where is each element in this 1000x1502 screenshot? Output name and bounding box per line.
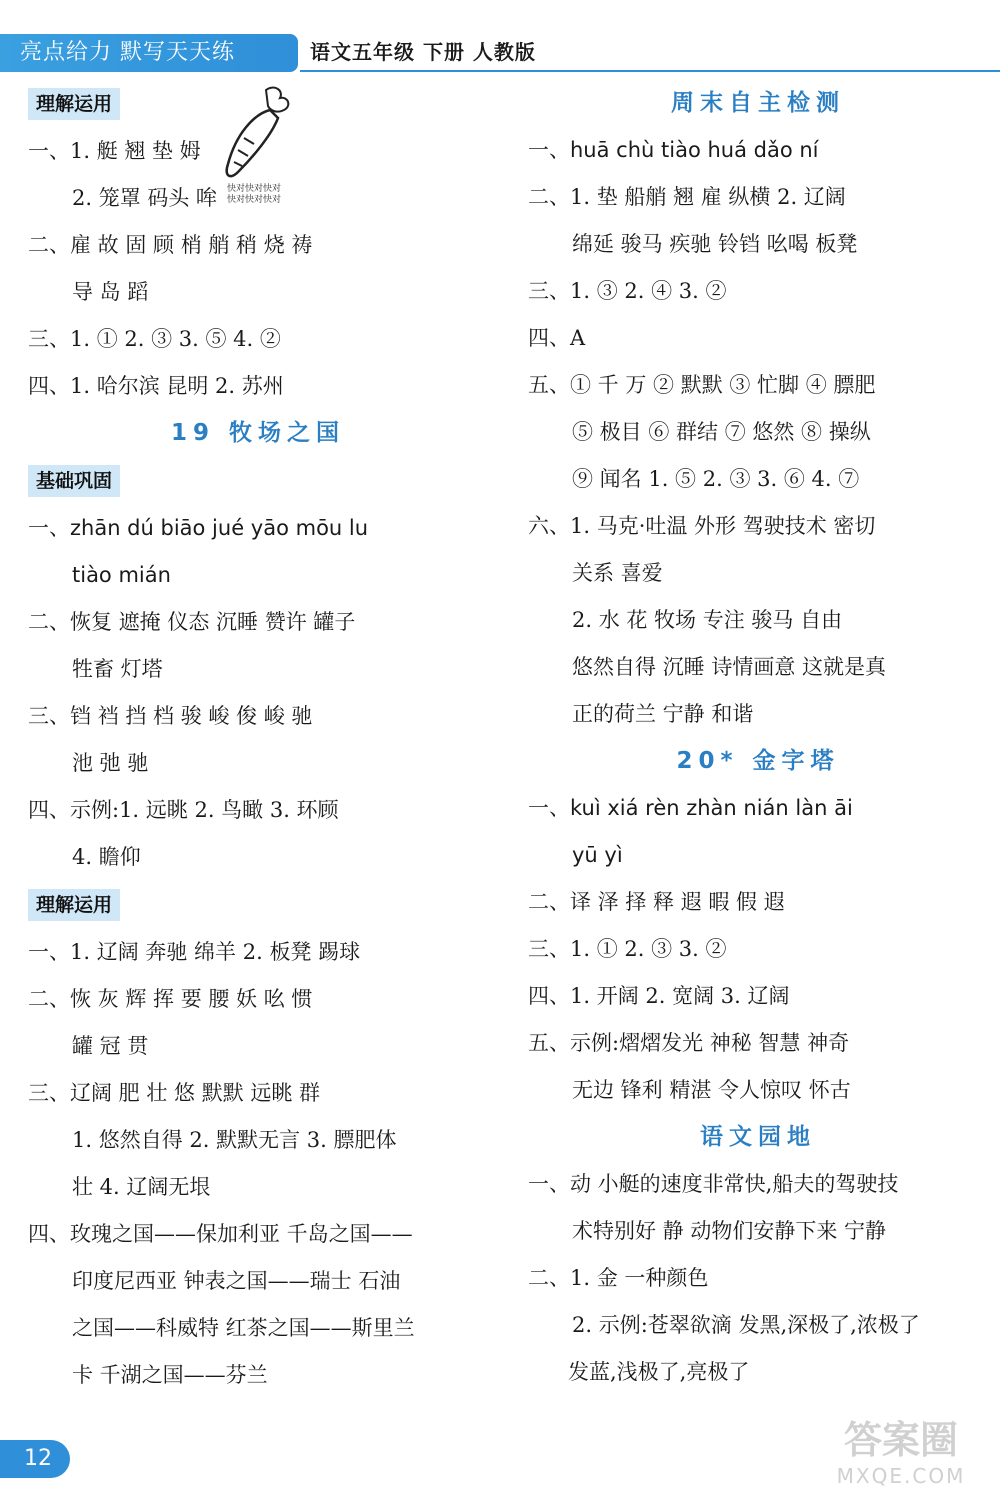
answer-line: 壮 4. 辽阔无垠 [72, 1175, 211, 1199]
answer-line: 二、1. 金 一种颜色 [528, 1266, 709, 1290]
left-column [28, 80, 488, 1399]
answer-line: 罐 冠 贯 [72, 1034, 149, 1058]
section-label-row [28, 881, 488, 929]
answer-line: 二、雇 故 固 顾 梢 艄 稍 烧 祷 [28, 233, 313, 257]
answer-line: 关系 喜爱 [572, 561, 663, 585]
book-subtitle: 语文五年级 下册 人教版 [310, 40, 536, 64]
header-rule [300, 70, 1000, 72]
answer-line: 之国——科威特 红茶之国——斯里兰 [72, 1316, 415, 1340]
answer-line: 一、kuì xiá rèn zhàn nián làn āi [528, 796, 853, 820]
answer-line: 无边 锋利 精湛 令人惊叹 怀古 [572, 1078, 851, 1102]
lesson-title: 周末自主检测 [671, 90, 845, 116]
answer-line: 二、1. 垫 船艄 翘 雇 纵横 2. 辽阔 [528, 185, 846, 209]
answer-line: ⑤ 极目 ⑥ 群结 ⑦ 悠然 ⑧ 操纵 [572, 420, 871, 444]
answer-line: 三、铛 裆 挡 档 骏 峻 俊 峻 驰 [28, 704, 313, 728]
lesson-title: 语文园地 [700, 1124, 816, 1150]
answer-line: 一、huā chù tiào huá dǎo ní [528, 138, 819, 162]
answer-line: 三、1. ① 2. ③ 3. ② [528, 937, 727, 961]
answer-line: 五、示例:熠熠发光 神秘 智慧 神奇 [528, 1031, 850, 1055]
answer-line: 三、辽阔 肥 壮 悠 默默 远眺 群 [28, 1081, 321, 1105]
answer-line: 四、1. 开阔 2. 宽阔 3. 辽阔 [528, 984, 790, 1008]
lesson-title: 19 牧场之国 [170, 420, 345, 446]
answer-line: 四、1. 哈尔滨 昆明 2. 苏州 [28, 374, 284, 398]
carrot-sticker [214, 84, 294, 214]
answer-line: 卡 千湖之国——芬兰 [72, 1363, 268, 1387]
answer-line: 正的荷兰 宁静 和谐 [572, 702, 754, 726]
answer-line: 1. 悠然自得 2. 默默无言 3. 膘肥体 [72, 1128, 397, 1152]
lesson-title: 20* 金字塔 [676, 748, 840, 774]
answer-line: 一、zhān dú biāo jué yāo mōu lu [28, 516, 369, 540]
answer-line: 术特别好 静 动物们安静下来 宁静 [572, 1219, 887, 1243]
answer-line: 四、示例:1. 远眺 2. 鸟瞰 3. 环顾 [28, 798, 339, 822]
answer-line: 四、玫瑰之国——保加利亚 千岛之国—— [28, 1222, 413, 1246]
answer-line: 一、1. 辽阔 奔驰 绵羊 2. 板凳 踢球 [28, 940, 361, 964]
watermark-text: 答案圈 [843, 1418, 958, 1462]
answer-line: 六、1. 马克·吐温 外形 驾驶技术 密切 [528, 514, 876, 538]
page-number: 12 [0, 1440, 70, 1478]
sticker-text: 快对快对快对 [226, 195, 281, 205]
answer-line: 一、动 小艇的速度非常快,船夫的驾驶技 [528, 1172, 899, 1196]
answer-line: tiào mián [72, 563, 171, 587]
answer-line: 绵延 骏马 疾驰 铃铛 吆喝 板凳 [572, 232, 858, 256]
answer-line: 二、恢复 遮掩 仪态 沉睡 赞许 罐子 [28, 610, 356, 634]
watermark-url: MXQE.COM [836, 1464, 966, 1488]
answer-line: ⑨ 闻名 1. ⑤ 2. ③ 3. ⑥ 4. ⑦ [572, 467, 860, 491]
answer-line: 2. 示例:苍翠欲滴 发黑,深极了,浓极了 [572, 1313, 920, 1337]
answer-line: 五、① 千 万 ② 默默 ③ 忙脚 ④ 膘肥 [528, 373, 876, 397]
answer-line: 三、1. ① 2. ③ 3. ⑤ 4. ② [28, 327, 281, 351]
answer-line: yū yì [572, 843, 623, 867]
answer-line: 四、A [528, 326, 586, 350]
answer-line: 二、恢 灰 辉 挥 要 腰 妖 吆 惯 [28, 987, 313, 1011]
page-header [0, 0, 1000, 72]
answer-line: 2. 水 花 牧场 专注 骏马 自由 [572, 608, 843, 632]
answer-line: 4. 瞻仰 [72, 845, 141, 869]
answer-line: 导 岛 蹈 [72, 280, 149, 304]
answer-line: 悠然自得 沉睡 诗情画意 这就是真 [572, 655, 887, 679]
sticker-text: 快对快对快对 [226, 184, 281, 194]
section-label: 基础巩固 [28, 465, 120, 497]
answer-line: 一、1. 艇 翘 垫 姆 [28, 139, 201, 163]
watermark-logo [806, 1418, 996, 1498]
answer-line: 发蓝,浅极了,亮极了 [568, 1360, 750, 1384]
section-label-row [28, 457, 488, 505]
answer-line: 印度尼西亚 钟表之国——瑞士 石油 [72, 1269, 401, 1293]
answer-line: 二、译 泽 择 释 遐 暇 假 遐 [528, 890, 785, 914]
section-label: 理解运用 [28, 889, 120, 921]
answer-line: 牲畜 灯塔 [72, 657, 163, 681]
answer-line: 池 弛 驰 [72, 751, 149, 775]
brand-banner: 亮点给力 默写天天练 [0, 34, 298, 72]
answer-line: 2. 笼罩 码头 哞 [72, 186, 218, 210]
right-column [528, 80, 988, 1396]
section-label: 理解运用 [28, 88, 120, 120]
answer-line: 三、1. ③ 2. ④ 3. ② [528, 279, 727, 303]
